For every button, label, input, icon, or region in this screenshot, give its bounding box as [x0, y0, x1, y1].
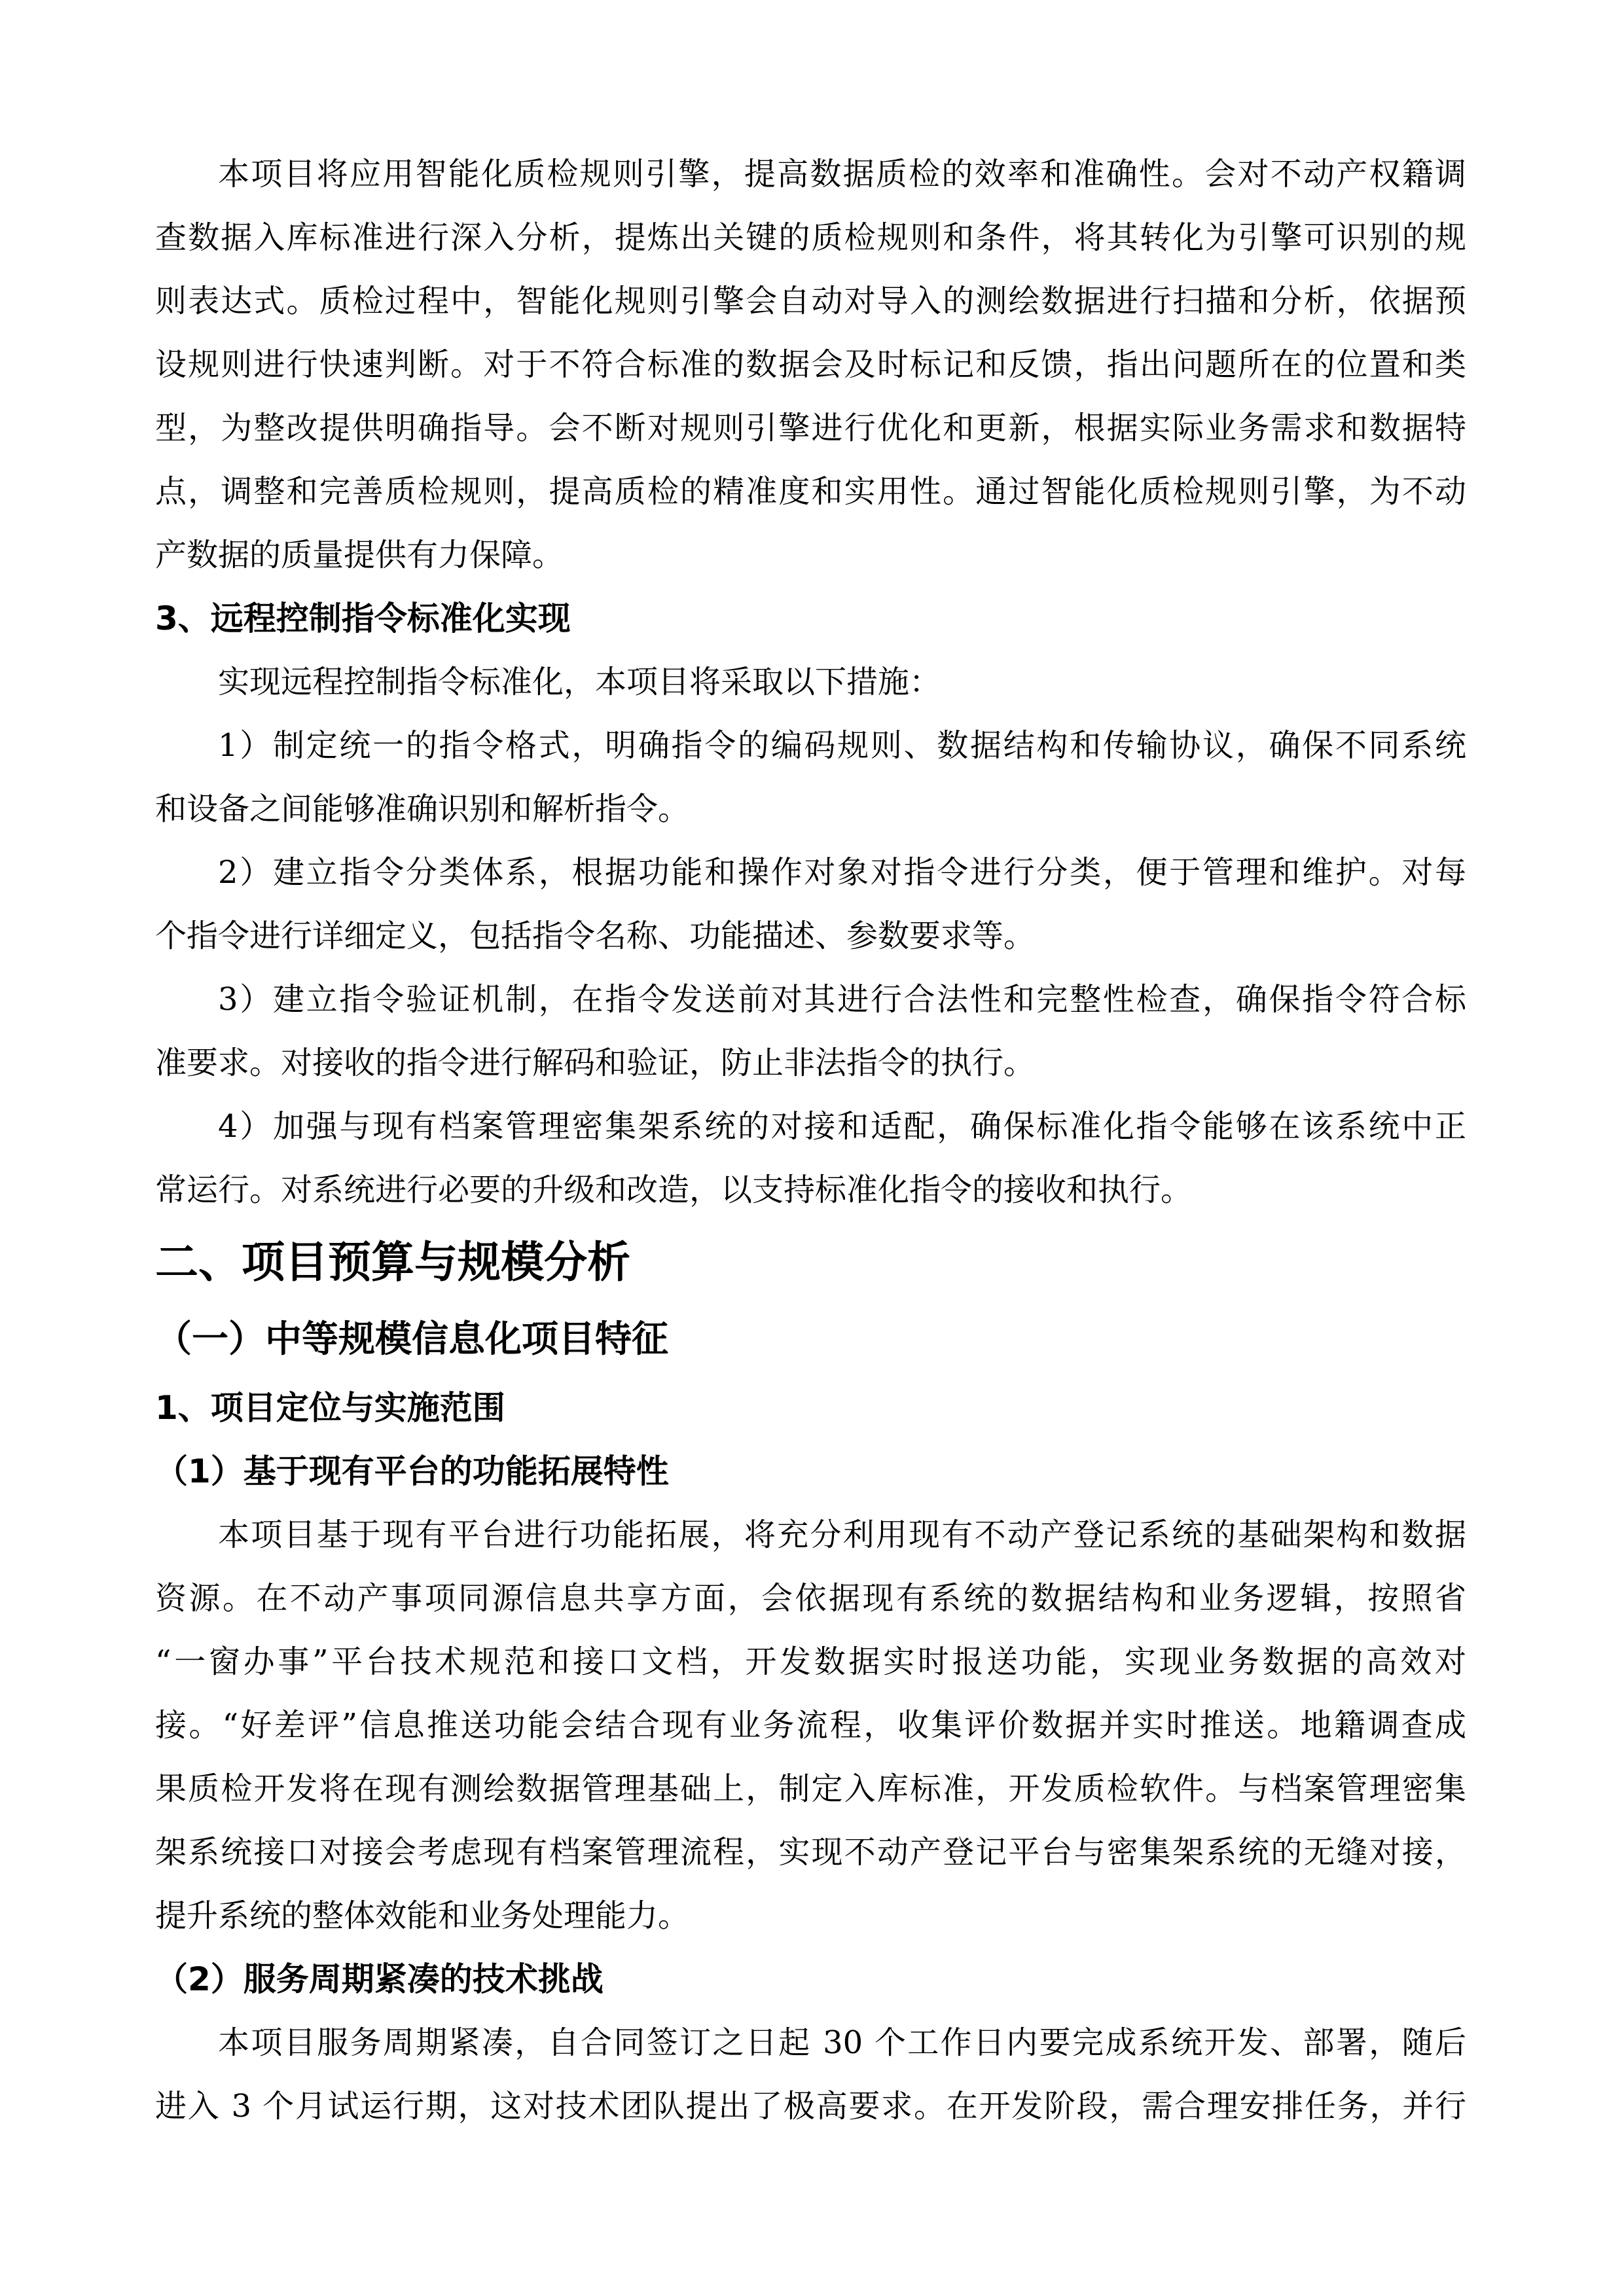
paragraph-line: 点，调整和完善质检规则，提高质检的精准度和实用性。通过智能化质检规则引擎，为不动	[155, 473, 1466, 510]
document-content	[155, 143, 1466, 2138]
paragraph-line: 常运行。对系统进行必要的升级和改造，以支持标准化指令的接收和执行。	[155, 1172, 1193, 1208]
paragraph-line: 进入 3 个月试运行期，这对技术团队提出了极高要求。在开发阶段，需合理安排任务，并行	[155, 2088, 1466, 2125]
paragraph-line: 提升系统的整体效能和业务处理能力。	[155, 1897, 690, 1934]
heading-1-2-tight-service-period-challenge: （2）服务周期紧凑的技术挑战	[155, 1960, 604, 1998]
paragraph-line: 和设备之间能够准确识别和解析指令。	[155, 791, 690, 827]
paragraph-line: 则表达式。质检过程中，智能化规则引擎会自动对导入的测绘数据进行扫描和分析，依据预	[155, 283, 1466, 319]
paragraph-line: 本项目服务周期紧凑，自合同签订之日起 30 个工作日内要完成系统开发、部署，随后	[218, 2024, 1466, 2061]
paragraph-line: “一窗办事”平台技术规范和接口文档，开发数据实时报送功能，实现业务数据的高效对	[155, 1643, 1466, 1680]
paragraph-line: 设规则进行快速判断。对于不符合标准的数据会及时标记和反馈，指出问题所在的位置和类	[155, 346, 1466, 383]
heading-2-1-medium-scale-project-features: （一）中等规模信息化项目特征	[155, 1318, 668, 1361]
paragraph-line: 资源。在不动产事项同源信息共享方面，会依据现有系统的数据结构和业务逻辑，按照省	[155, 1580, 1466, 1617]
paragraph-line: 型，为整改提供明确指导。会不断对规则引擎进行优化和更新，根据实际业务需求和数据特	[155, 410, 1466, 446]
paragraph-line: 产数据的质量提供有力保障。	[155, 537, 564, 573]
paragraph-line: 本项目基于现有平台进行功能拓展，将充分利用现有不动产登记系统的基础架构和数据	[218, 1516, 1466, 1553]
paragraph-line: 实现远程控制指令标准化，本项目将采取以下措施：	[218, 664, 941, 700]
heading-section-2-budget-scale-analysis: 二、项目预算与规模分析	[155, 1237, 630, 1287]
paragraph-line: 个指令进行详细定义，包括指令名称、功能描述、参数要求等。	[155, 918, 1036, 954]
heading-1-project-positioning-scope: 1、项目定位与实施范围	[155, 1389, 505, 1427]
paragraph-line: 接。“好差评”信息推送功能会结合现有业务流程，收集评价数据并实时推送。地籍调查成	[155, 1707, 1466, 1744]
heading-3-remote-control-standardization: 3、远程控制指令标准化实现	[155, 600, 571, 637]
paragraph-line: 架系统接口对接会考虑现有档案管理流程，实现不动产登记平台与密集架系统的无缝对接，	[155, 1834, 1466, 1871]
paragraph-line: 2）建立指令分类体系，根据功能和操作对象对指令进行分类，便于管理和维护。对每	[218, 854, 1466, 891]
paragraph-line: 准要求。对接收的指令进行解码和验证，防止非法指令的执行。	[155, 1045, 1036, 1081]
paragraph-line: 1）制定统一的指令格式，明确指令的编码规则、数据结构和传输协议，确保不同系统	[218, 727, 1466, 764]
heading-1-1-platform-extension-feature: （1）基于现有平台的功能拓展特性	[155, 1452, 669, 1490]
paragraph-line: 4）加强与现有档案管理密集架系统的对接和适配，确保标准化指令能够在该系统中正	[218, 1108, 1466, 1145]
paragraph-line: 果质检开发将在现有测绘数据管理基础上，制定入库标准，开发质检软件。与档案管理密集	[155, 1770, 1466, 1807]
paragraph-line: 3）建立指令验证机制，在指令发送前对其进行合法性和完整性检查，确保指令符合标	[218, 981, 1466, 1018]
paragraph-line: 查数据入库标准进行深入分析，提炼出关键的质检规则和条件，将其转化为引擎可识别的规	[155, 219, 1466, 256]
paragraph-line: 本项目将应用智能化质检规则引擎，提高数据质检的效率和准确性。会对不动产权籍调	[218, 156, 1466, 192]
